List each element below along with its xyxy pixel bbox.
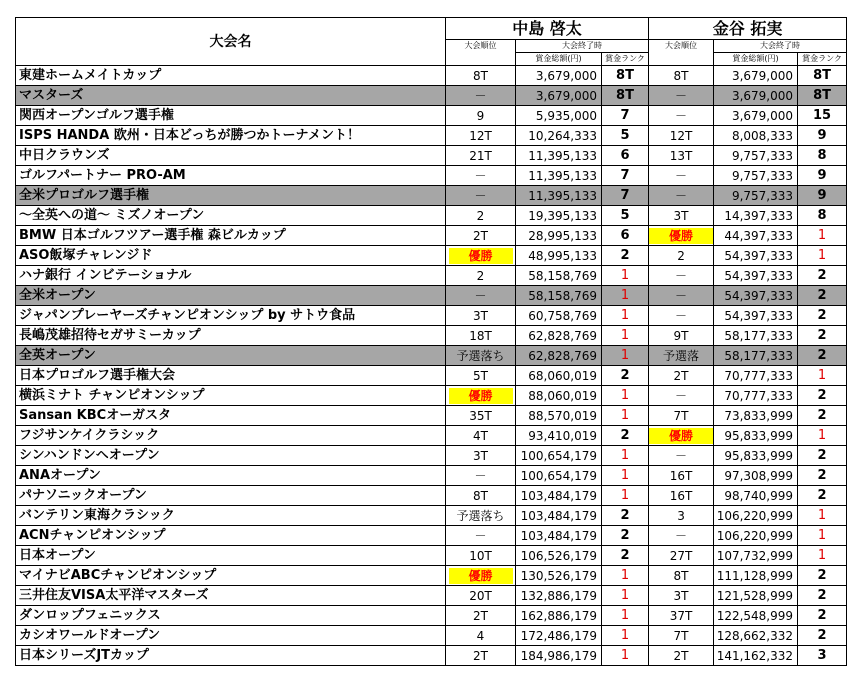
tournament-column-header: 大会名 xyxy=(16,18,446,66)
p2-rank: 2 xyxy=(798,286,847,306)
p2-total: 54,397,333 xyxy=(714,286,798,306)
p1-finish: － xyxy=(446,86,516,106)
p2-total: 98,740,999 xyxy=(714,486,798,506)
p1-finish: 18T xyxy=(446,326,516,346)
p1-finish xyxy=(446,566,516,586)
table-row xyxy=(16,646,847,666)
tournament-name: 三井住友VISA太平洋マスターズ xyxy=(16,586,446,606)
table-row xyxy=(16,66,847,86)
p1-rank: 6 xyxy=(602,146,649,166)
p1-rank: 7 xyxy=(602,106,649,126)
p2-finish: － xyxy=(649,386,714,406)
p1-rank: 1 xyxy=(602,306,649,326)
p2-total: 9,757,333 xyxy=(714,166,798,186)
p1-rank: 2 xyxy=(602,506,649,526)
p2-finish: － xyxy=(649,106,714,126)
p2-total: 107,732,999 xyxy=(714,546,798,566)
p1-total: 88,570,019 xyxy=(516,406,602,426)
tournament-name: 日本シリーズJTカップ xyxy=(16,646,446,666)
p2-finish: 37T xyxy=(649,606,714,626)
p1-rank: 1 xyxy=(602,466,649,486)
table-row xyxy=(16,346,847,366)
table-row xyxy=(16,386,847,406)
p2-finish: － xyxy=(649,86,714,106)
p2-rank-header: 賞金ランク xyxy=(798,53,847,66)
p1-finish: － xyxy=(446,526,516,546)
tournament-name: 横浜ミナト チャンピオンシップ xyxy=(16,386,446,406)
winner-badge: 優勝 xyxy=(449,388,513,404)
p2-finish xyxy=(649,426,714,446)
p1-finish: 8T xyxy=(446,486,516,506)
p1-total: 48,995,133 xyxy=(516,246,602,266)
p1-finish: － xyxy=(446,166,516,186)
p2-rank: 2 xyxy=(798,626,847,646)
p1-rank: 2 xyxy=(602,426,649,446)
p1-finish: 2T xyxy=(446,606,516,626)
p1-finish xyxy=(446,386,516,406)
p1-rank: 7 xyxy=(602,186,649,206)
table-row xyxy=(16,146,847,166)
p2-finish: － xyxy=(649,446,714,466)
p1-total: 58,158,769 xyxy=(516,266,602,286)
p1-total: 58,158,769 xyxy=(516,286,602,306)
tournament-name: 東建ホームメイトカップ xyxy=(16,66,446,86)
p1-total: 19,395,133 xyxy=(516,206,602,226)
p1-rank: 1 xyxy=(602,346,649,366)
p2-finish: 2T xyxy=(649,366,714,386)
p2-after-header: 大会終了時 xyxy=(714,40,847,53)
p2-finish: 予選落 xyxy=(649,346,714,366)
p2-rank: 9 xyxy=(798,126,847,146)
tournament-name: ダンロップフェニックス xyxy=(16,606,446,626)
p2-finish: － xyxy=(649,526,714,546)
p2-total: 3,679,000 xyxy=(714,106,798,126)
p1-rank: 8T xyxy=(602,86,649,106)
table-row xyxy=(16,326,847,346)
table-row xyxy=(16,586,847,606)
p2-rank: 8 xyxy=(798,206,847,226)
table-row xyxy=(16,106,847,126)
tournament-name: マスターズ xyxy=(16,86,446,106)
p1-finish: 21T xyxy=(446,146,516,166)
p2-total: 8,008,333 xyxy=(714,126,798,146)
p2-total: 70,777,333 xyxy=(714,366,798,386)
p2-total: 122,548,999 xyxy=(714,606,798,626)
p2-finish: 7T xyxy=(649,406,714,426)
p1-total: 93,410,019 xyxy=(516,426,602,446)
p2-finish: － xyxy=(649,286,714,306)
tournament-name: 関西オープンゴルフ選手権 xyxy=(16,106,446,126)
p1-finish: 2T xyxy=(446,226,516,246)
p2-total: 106,220,999 xyxy=(714,526,798,546)
p2-rank: 1 xyxy=(798,226,847,246)
p2-rank: 1 xyxy=(798,426,847,446)
p2-total: 73,833,999 xyxy=(714,406,798,426)
tournament-name: 長嶋茂雄招待セガサミーカップ xyxy=(16,326,446,346)
p1-finish: 5T xyxy=(446,366,516,386)
p1-total: 11,395,133 xyxy=(516,186,602,206)
tournament-name: 日本オープン xyxy=(16,546,446,566)
p1-rank: 5 xyxy=(602,206,649,226)
p2-rank: 2 xyxy=(798,486,847,506)
p1-rank: 1 xyxy=(602,566,649,586)
prize-money-table xyxy=(15,17,847,666)
p2-total: 9,757,333 xyxy=(714,186,798,206)
p1-finish: 12T xyxy=(446,126,516,146)
winner-badge: 優勝 xyxy=(649,228,713,244)
p2-finish: 3 xyxy=(649,506,714,526)
p2-total: 58,177,333 xyxy=(714,326,798,346)
p1-rank: 1 xyxy=(602,446,649,466)
p1-finish: － xyxy=(446,466,516,486)
p2-total: 97,308,999 xyxy=(714,466,798,486)
p2-finish: 12T xyxy=(649,126,714,146)
p1-total: 62,828,769 xyxy=(516,326,602,346)
table-body xyxy=(16,66,847,666)
tournament-name: パナソニックオープン xyxy=(16,486,446,506)
p2-rank: 8T xyxy=(798,66,847,86)
p1-total: 3,679,000 xyxy=(516,86,602,106)
p1-total: 184,986,179 xyxy=(516,646,602,666)
tournament-name: ジャパンプレーヤーズチャンピオンシップ by サトウ食品 xyxy=(16,306,446,326)
p2-total: 54,397,333 xyxy=(714,246,798,266)
p2-finish-header: 大会順位 xyxy=(649,40,714,66)
p2-finish xyxy=(649,226,714,246)
table-row xyxy=(16,366,847,386)
p2-rank: 2 xyxy=(798,446,847,466)
p1-rank: 2 xyxy=(602,526,649,546)
tournament-name: バンテリン東海クラシック xyxy=(16,506,446,526)
p1-finish: 20T xyxy=(446,586,516,606)
tournament-name: 全米オープン xyxy=(16,286,446,306)
p1-rank: 2 xyxy=(602,366,649,386)
p2-rank: 2 xyxy=(798,326,847,346)
p2-rank: 2 xyxy=(798,606,847,626)
p1-total: 162,886,179 xyxy=(516,606,602,626)
p2-total-header: 賞金総額(円) xyxy=(714,53,798,66)
p2-total: 44,397,333 xyxy=(714,226,798,246)
tournament-name: ISPS HANDA 欧州・日本どっちが勝つかトーナメント！ xyxy=(16,126,446,146)
tournament-name: ～全英への道～ ミズノオープン xyxy=(16,206,446,226)
table-row xyxy=(16,166,847,186)
p1-total: 11,395,133 xyxy=(516,166,602,186)
p2-total: 70,777,333 xyxy=(714,386,798,406)
p2-total: 111,128,999 xyxy=(714,566,798,586)
winner-badge: 優勝 xyxy=(449,568,513,584)
p1-rank: 1 xyxy=(602,586,649,606)
p1-rank: 2 xyxy=(602,246,649,266)
tournament-name: 全英オープン xyxy=(16,346,446,366)
p2-finish: － xyxy=(649,306,714,326)
p1-rank: 1 xyxy=(602,286,649,306)
table-row xyxy=(16,306,847,326)
p1-total: 11,395,133 xyxy=(516,146,602,166)
p2-total: 58,177,333 xyxy=(714,346,798,366)
p1-total: 60,758,769 xyxy=(516,306,602,326)
p1-finish: 35T xyxy=(446,406,516,426)
p2-rank: 3 xyxy=(798,646,847,666)
p2-finish: 2T xyxy=(649,646,714,666)
tournament-name: 中日クラウンズ xyxy=(16,146,446,166)
p2-rank: 2 xyxy=(798,466,847,486)
p1-finish: 10T xyxy=(446,546,516,566)
player2-header: 金谷 拓実 xyxy=(649,18,847,40)
p2-total: 54,397,333 xyxy=(714,306,798,326)
p2-total: 3,679,000 xyxy=(714,86,798,106)
p1-total: 132,886,179 xyxy=(516,586,602,606)
table-row xyxy=(16,466,847,486)
table-row xyxy=(16,246,847,266)
p1-finish: 4T xyxy=(446,426,516,446)
p1-total: 172,486,179 xyxy=(516,626,602,646)
p1-finish: － xyxy=(446,186,516,206)
p1-rank: 1 xyxy=(602,266,649,286)
tournament-name: 日本プロゴルフ選手権大会 xyxy=(16,366,446,386)
p1-total: 28,995,133 xyxy=(516,226,602,246)
p1-rank-header: 賞金ランク xyxy=(602,53,649,66)
p1-total: 5,935,000 xyxy=(516,106,602,126)
p2-total: 9,757,333 xyxy=(714,146,798,166)
p2-rank: 2 xyxy=(798,406,847,426)
p1-total: 106,526,179 xyxy=(516,546,602,566)
tournament-name: カシオワールドオープン xyxy=(16,626,446,646)
p1-rank: 1 xyxy=(602,626,649,646)
p1-finish: 予選落ち xyxy=(446,346,516,366)
p1-total: 3,679,000 xyxy=(516,66,602,86)
p1-finish: － xyxy=(446,286,516,306)
p1-total: 103,484,179 xyxy=(516,506,602,526)
p1-finish: 予選落ち xyxy=(446,506,516,526)
winner-badge: 優勝 xyxy=(649,428,713,444)
p2-finish: － xyxy=(649,166,714,186)
p2-total: 14,397,333 xyxy=(714,206,798,226)
tournament-name: Sansan KBCオーガスタ xyxy=(16,406,446,426)
p1-finish: 2 xyxy=(446,266,516,286)
table-row xyxy=(16,526,847,546)
table-row xyxy=(16,426,847,446)
p1-rank: 7 xyxy=(602,166,649,186)
p1-total: 103,484,179 xyxy=(516,486,602,506)
p2-rank: 8 xyxy=(798,146,847,166)
p1-rank: 1 xyxy=(602,406,649,426)
p1-finish: 4 xyxy=(446,626,516,646)
p1-finish: 2 xyxy=(446,206,516,226)
p2-rank: 2 xyxy=(798,346,847,366)
p2-rank: 2 xyxy=(798,566,847,586)
p1-rank: 1 xyxy=(602,646,649,666)
tournament-name: ハナ銀行 インビテーショナル xyxy=(16,266,446,286)
p2-finish: 7T xyxy=(649,626,714,646)
tournament-name: ANAオープン xyxy=(16,466,446,486)
p2-finish: 27T xyxy=(649,546,714,566)
p2-total: 3,679,000 xyxy=(714,66,798,86)
p1-rank: 1 xyxy=(602,386,649,406)
p1-rank: 5 xyxy=(602,126,649,146)
p2-total: 141,162,332 xyxy=(714,646,798,666)
table-row xyxy=(16,506,847,526)
p2-rank: 9 xyxy=(798,186,847,206)
p1-rank: 2 xyxy=(602,546,649,566)
p1-rank: 8T xyxy=(602,66,649,86)
table-row xyxy=(16,226,847,246)
p1-rank: 1 xyxy=(602,326,649,346)
table-row xyxy=(16,86,847,106)
p2-finish: 3T xyxy=(649,206,714,226)
p2-total: 106,220,999 xyxy=(714,506,798,526)
p2-finish: 3T xyxy=(649,586,714,606)
p2-finish: 2 xyxy=(649,246,714,266)
tournament-name: ACNチャンピオンシップ xyxy=(16,526,446,546)
p2-rank: 2 xyxy=(798,266,847,286)
p1-finish: 9 xyxy=(446,106,516,126)
p1-finish: 3T xyxy=(446,306,516,326)
table-row xyxy=(16,486,847,506)
table-row xyxy=(16,626,847,646)
tournament-name: フジサンケイクラシック xyxy=(16,426,446,446)
p2-finish: 9T xyxy=(649,326,714,346)
p2-finish: 8T xyxy=(649,66,714,86)
p2-rank: 15 xyxy=(798,106,847,126)
tournament-name: BMW 日本ゴルフツアー選手権 森ビルカップ xyxy=(16,226,446,246)
p1-total: 62,828,769 xyxy=(516,346,602,366)
p1-total: 100,654,179 xyxy=(516,446,602,466)
table-row xyxy=(16,546,847,566)
p2-total: 95,833,999 xyxy=(714,446,798,466)
p2-rank: 2 xyxy=(798,386,847,406)
p2-finish: 16T xyxy=(649,486,714,506)
tournament-name: マイナビABCチャンピオンシップ xyxy=(16,566,446,586)
p2-rank: 9 xyxy=(798,166,847,186)
p2-rank: 1 xyxy=(798,526,847,546)
p2-rank: 2 xyxy=(798,586,847,606)
p1-total: 10,264,333 xyxy=(516,126,602,146)
p1-total: 103,484,179 xyxy=(516,526,602,546)
p2-finish: 8T xyxy=(649,566,714,586)
p1-rank: 6 xyxy=(602,226,649,246)
p1-after-header: 大会終了時 xyxy=(516,40,649,53)
p2-total: 54,397,333 xyxy=(714,266,798,286)
p1-total: 68,060,019 xyxy=(516,366,602,386)
table-row xyxy=(16,286,847,306)
winner-badge: 優勝 xyxy=(449,248,513,264)
table-row xyxy=(16,266,847,286)
p2-rank: 1 xyxy=(798,546,847,566)
table-row xyxy=(16,126,847,146)
table-row xyxy=(16,606,847,626)
table-row xyxy=(16,446,847,466)
p2-total: 121,528,999 xyxy=(714,586,798,606)
p1-finish-header: 大会順位 xyxy=(446,40,516,66)
p2-total: 95,833,999 xyxy=(714,426,798,446)
p2-finish: － xyxy=(649,186,714,206)
p1-finish xyxy=(446,246,516,266)
p2-finish: 16T xyxy=(649,466,714,486)
p1-rank: 1 xyxy=(602,606,649,626)
tournament-name: ASO飯塚チャレンジド xyxy=(16,246,446,266)
tournament-name: 全米プロゴルフ選手権 xyxy=(16,186,446,206)
p2-rank: 1 xyxy=(798,246,847,266)
p2-rank: 2 xyxy=(798,306,847,326)
tournament-name: シンハンドンヘオープン xyxy=(16,446,446,466)
table-row xyxy=(16,186,847,206)
p2-rank: 1 xyxy=(798,506,847,526)
p1-finish: 3T xyxy=(446,446,516,466)
p2-rank: 8T xyxy=(798,86,847,106)
p1-finish: 8T xyxy=(446,66,516,86)
p2-finish: － xyxy=(649,266,714,286)
p2-rank: 1 xyxy=(798,366,847,386)
table-row xyxy=(16,406,847,426)
tournament-name: ゴルフパートナー PRO-AM xyxy=(16,166,446,186)
p1-total-header: 賞金総額(円) xyxy=(516,53,602,66)
p1-rank: 1 xyxy=(602,486,649,506)
p2-total: 128,662,332 xyxy=(714,626,798,646)
p1-total: 88,060,019 xyxy=(516,386,602,406)
table-row xyxy=(16,206,847,226)
p1-total: 100,654,179 xyxy=(516,466,602,486)
player1-header: 中島 啓太 xyxy=(446,18,649,40)
p1-finish: 2T xyxy=(446,646,516,666)
table-row xyxy=(16,566,847,586)
p2-finish: 13T xyxy=(649,146,714,166)
p1-total: 130,526,179 xyxy=(516,566,602,586)
